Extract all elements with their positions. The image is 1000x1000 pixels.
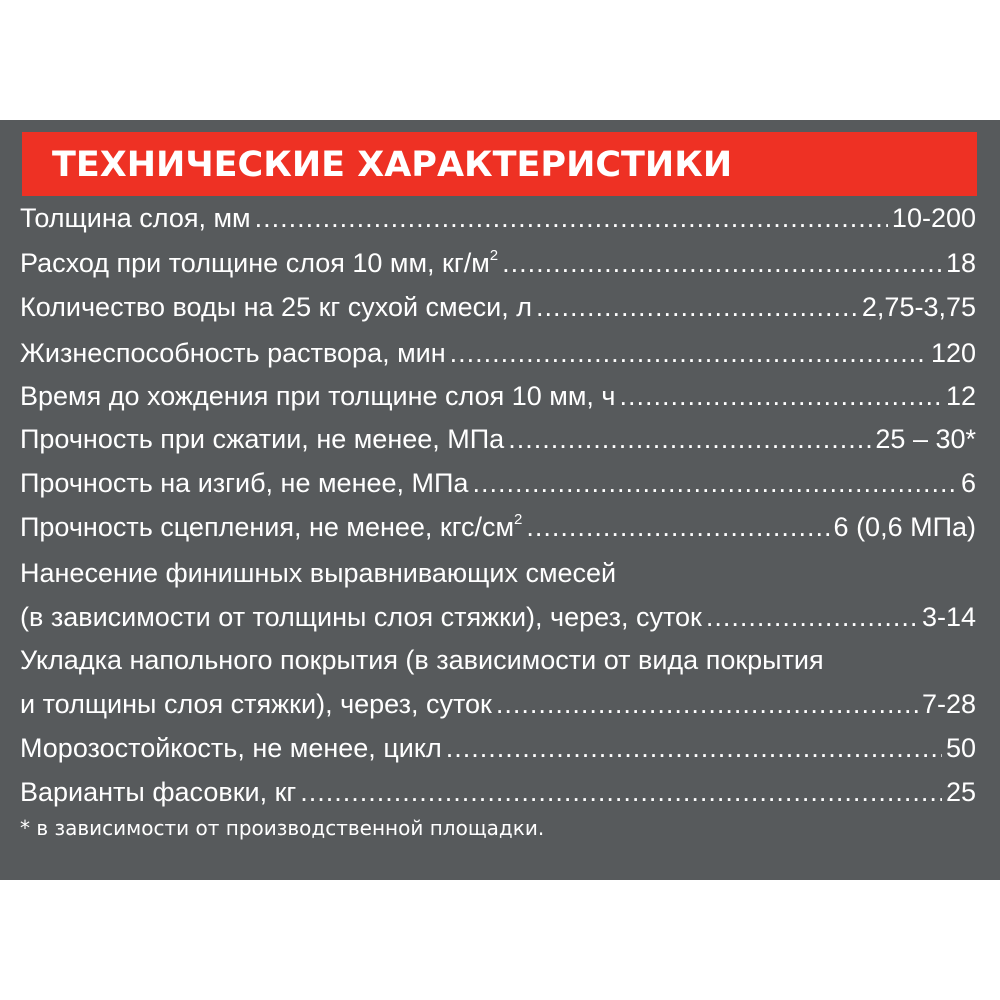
spec-value: 10-200 [891,203,976,233]
leader-dots [446,725,942,771]
spec-row-continued [20,637,976,683]
spec-label: Прочность на изгиб, не менее, МПа [20,468,469,498]
spec-value: 50 [945,733,976,763]
spec-label: (в зависимости от толщины слоя стяжки), через, суток [20,602,702,632]
spec-value: 120 [930,338,976,368]
leader-dots [508,416,871,462]
spec-label: Прочность сцепления, не менее, кгс/$см^2$ [20,511,523,542]
spec-row [20,240,976,286]
spec-value: 25 [945,777,976,807]
spec-row [20,284,976,330]
spec-row [20,195,976,241]
spec-label-line1: Укладка напольного покрытия (в зависимости от вида покрытия [20,645,824,675]
leader-dots [619,373,941,419]
spec-label: Расход при толщине слоя 10 мм, $кг/м^2$ [20,247,499,278]
spec-value: 6 (0,6 МПа) [833,512,976,542]
leader-dots [526,504,829,550]
superscript: 2 [489,247,499,264]
leader-dots [502,240,942,286]
spec-label-line1: Нанесение финишных выравнивающих смесей [20,558,617,588]
spec-label: Морозостойкость, не менее, цикл [20,733,442,763]
spec-row [20,769,976,815]
leader-dots [450,330,927,376]
spec-value: 12 [945,381,976,411]
spec-value: 2,75-3,75 [861,292,976,322]
spec-row [20,416,976,462]
leader-dots [300,769,942,815]
leader-dots [472,460,957,506]
footnote: * в зависимости от производственной площадки. [20,816,545,840]
leader-dots [255,195,888,241]
spec-label: Количество воды на 25 кг сухой смеси, л [20,292,532,322]
spec-row [20,330,976,376]
spec-row [20,460,976,506]
spec-label: Жизнеспособность раствора, мин [20,338,446,368]
leader-dots [496,681,918,727]
spec-row [20,504,976,550]
spec-value: 25 – 30* [875,424,976,454]
spec-label: Время до хождения при толщине слоя 10 мм, ч [20,381,616,411]
spec-value: 18 [945,248,976,278]
spec-panel [0,120,1000,880]
section-title: ТЕХНИЧЕСКИЕ ХАРАКТЕРИСТИКИ [52,145,733,185]
leader-dots [536,284,858,330]
spec-row [20,373,976,419]
spec-row [20,725,976,771]
spec-label: Прочность при сжатии, не менее, МПа [20,424,505,454]
spec-label: Варианты фасовки, кг [20,777,297,807]
spec-value: 7-28 [921,689,976,719]
spec-value: 3-14 [921,602,976,632]
spec-row-continued [20,550,976,596]
spec-value: 6 [960,468,976,498]
spec-row [20,594,976,640]
spec-row [20,681,976,727]
leader-dots [706,594,918,640]
spec-list [0,120,1000,880]
spec-label: и толщины слоя стяжки), через, суток [20,689,492,719]
spec-label: Толщина слоя, мм [20,203,251,233]
superscript: 2 [514,511,523,528]
